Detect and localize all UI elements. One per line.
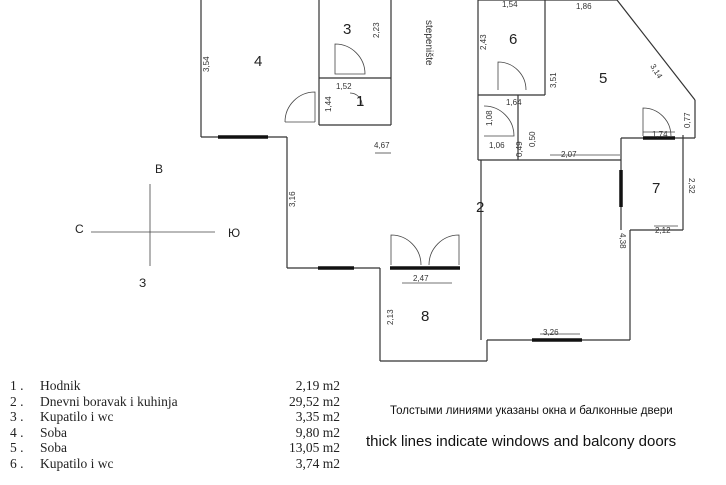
dimension-label: 1,64	[506, 98, 522, 107]
compass-west-label: С	[75, 222, 84, 236]
dimension-label: 1,86	[576, 2, 592, 11]
legend-row	[10, 394, 340, 410]
dimension-label: 1,74	[652, 130, 668, 139]
legend-area: 29,52 m2	[288, 393, 340, 409]
legend-row	[10, 425, 340, 441]
legend-number: 2 .	[10, 393, 24, 409]
legend-area: 9,80 m2	[295, 424, 340, 440]
legend-row	[10, 378, 340, 394]
plan-dimension-lines	[375, 132, 678, 334]
legend-number: 5 .	[10, 440, 24, 456]
compass	[75, 162, 240, 290]
legend-area: 3,35 m2	[295, 409, 340, 425]
dimension-label: 3,14	[648, 62, 665, 81]
dimension-label: 0,49	[515, 141, 524, 157]
dimension-label: 2,13	[386, 309, 395, 325]
legend-room-name: Soba	[40, 424, 67, 440]
legend-area: 2,19 m2	[295, 378, 340, 393]
legend-number: 1 .	[10, 378, 24, 393]
room-number: 6	[509, 31, 518, 48]
room-number: 8	[421, 308, 430, 325]
room-number: 2	[476, 199, 485, 216]
dimension-label: 4,38	[618, 233, 627, 249]
window-note-russian: Толстыми линиями указаны окна и балконные двери	[390, 405, 673, 417]
legend-row	[10, 440, 340, 456]
legend-row	[10, 409, 340, 425]
window-note-english: thick lines indicate windows and balcony doors	[366, 433, 677, 450]
room-number: 5	[599, 70, 608, 87]
dimension-label: 2,32	[687, 178, 696, 194]
legend-number: 3 .	[10, 409, 24, 425]
room-number: 4	[254, 53, 263, 70]
legend-area: 13,05 m2	[288, 440, 340, 456]
dimension-label: 3,54	[202, 56, 211, 72]
room-legend	[10, 378, 340, 472]
legend-number: 4 .	[10, 424, 24, 440]
dimension-label: 1,44	[324, 96, 333, 112]
dimension-label: 2,47	[413, 274, 429, 283]
dimension-label: 1,06	[489, 141, 505, 150]
dimension-label: 0,50	[528, 131, 537, 147]
staircase-label: stepenište	[423, 20, 434, 66]
room-numbers	[254, 21, 660, 325]
dimension-label: 4,67	[374, 141, 390, 150]
dimension-label: 1,08	[485, 110, 494, 126]
legend-room-name: Kupatilo i wc	[40, 409, 114, 425]
legend-number: 6 .	[10, 455, 24, 471]
compass-south-label: З	[139, 276, 147, 290]
dimension-label: 2,07	[561, 150, 577, 159]
dimension-label: 3,26	[543, 328, 559, 337]
compass-east-label: Ю	[228, 226, 241, 240]
room-number: 1	[356, 93, 365, 110]
room-number: 3	[343, 21, 352, 38]
legend-room-name: Soba	[40, 440, 67, 456]
legend-room-name: Hodnik	[40, 378, 81, 393]
dimension-label: 2,12	[655, 226, 671, 235]
room-number: 7	[652, 180, 661, 197]
dimension-label: 0,77	[683, 112, 692, 128]
dimension-label: 1,52	[336, 82, 352, 91]
legend-room-name: Dnevni boravak i kuhinja	[40, 393, 178, 409]
dimension-label: 1,54	[502, 0, 518, 9]
dimension-label: 3,51	[549, 72, 558, 88]
legend-area: 3,74 m2	[295, 455, 340, 471]
legend-row	[10, 456, 340, 472]
legend-room-name: Kupatilo i wc	[40, 455, 114, 471]
dimension-label: 2,43	[479, 34, 488, 50]
dimension-label: 3,16	[288, 191, 297, 207]
dimension-label: 2,23	[372, 22, 381, 38]
compass-north-label: В	[155, 162, 164, 176]
dimension-labels	[202, 0, 696, 337]
